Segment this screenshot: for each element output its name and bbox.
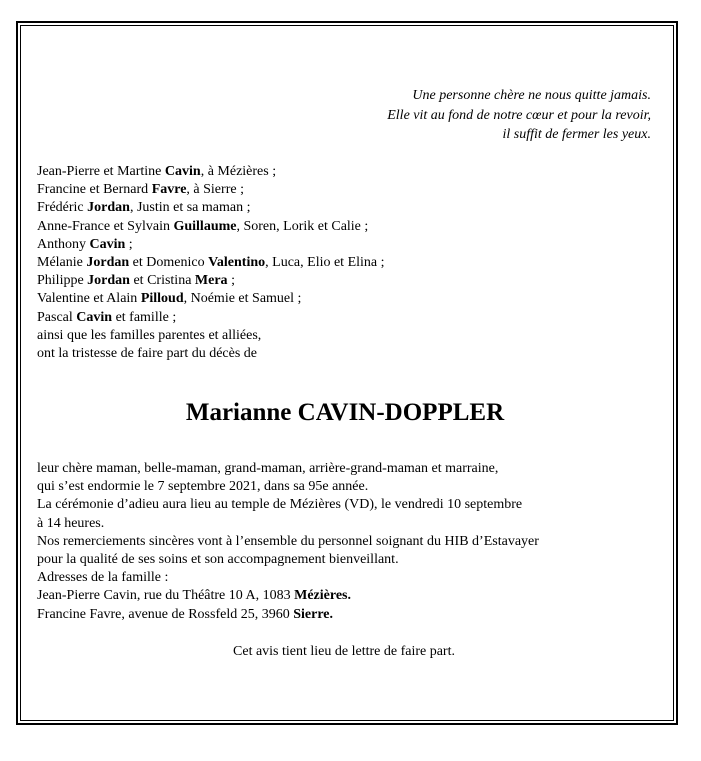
body-line: qui s’est endormie le 7 septembre 2021, dans sa 95e année. <box>37 479 369 495</box>
quote-line: Elle vit au fond de notre cœur et pour la revoir, <box>387 107 651 123</box>
quote-line: Une personne chère ne nous quitte jamais. <box>412 88 651 103</box>
closing-note: Cet avis tient lieu de lettre de faire part. <box>233 644 455 659</box>
deceased-name: Marianne CAVIN-DOPPLER <box>185 399 505 426</box>
family-line: Anthony Cavin ; <box>37 236 133 252</box>
body-line: La cérémonie d’adieu aura lieu au temple de Mézières (VD), le vendredi 10 septembre <box>37 497 523 513</box>
family-address: Francine Favre, avenue de Rossfeld 25, 3960 Sierre. <box>37 606 333 622</box>
quote-line: il suffit de fermer les yeux. <box>502 127 651 142</box>
body-line: Nos remerciements sincères vont à l’ensemble du personnel soignant du HIB d’Estavayer <box>37 533 539 549</box>
body-line: pour la qualité de ses soins et son accompagnement bienveillant. <box>37 552 399 568</box>
body-line: Adresses de la famille : <box>37 570 169 586</box>
family-line: ainsi que les familles parentes et alliées, <box>37 327 262 343</box>
family-line: ont la tristesse de faire part du décès de <box>37 346 258 362</box>
epigraph-quote <box>387 86 651 145</box>
family-line: Pascal Cavin et famille ; <box>37 309 177 325</box>
family-line: Valentine et Alain Pilloud, Noémie et Samuel ; <box>37 291 302 307</box>
family-line: Mélanie Jordan et Domenico Valentino, Luca, Elio et Elina ; <box>37 255 385 271</box>
body-line: leur chère maman, belle-maman, grand-maman, arrière-grand-maman et marraine, <box>37 461 499 476</box>
family-line: Philippe Jordan et Cristina Mera ; <box>37 273 235 289</box>
family-line: Francine et Bernard Favre, à Sierre ; <box>37 182 244 198</box>
family-line: Anne-France et Sylvain Guillaume, Soren, Lorik et Calie ; <box>37 218 369 234</box>
family-line: Jean-Pierre et Martine Cavin, à Mézières ; <box>37 164 277 179</box>
family-list <box>37 163 385 363</box>
family-line: Frédéric Jordan, Justin et sa maman ; <box>37 200 251 216</box>
body-line: à 14 heures. <box>37 515 105 531</box>
announcement-body <box>37 460 539 624</box>
family-address: Jean-Pierre Cavin, rue du Théâtre 10 A, 1083 Mézières. <box>37 588 351 604</box>
